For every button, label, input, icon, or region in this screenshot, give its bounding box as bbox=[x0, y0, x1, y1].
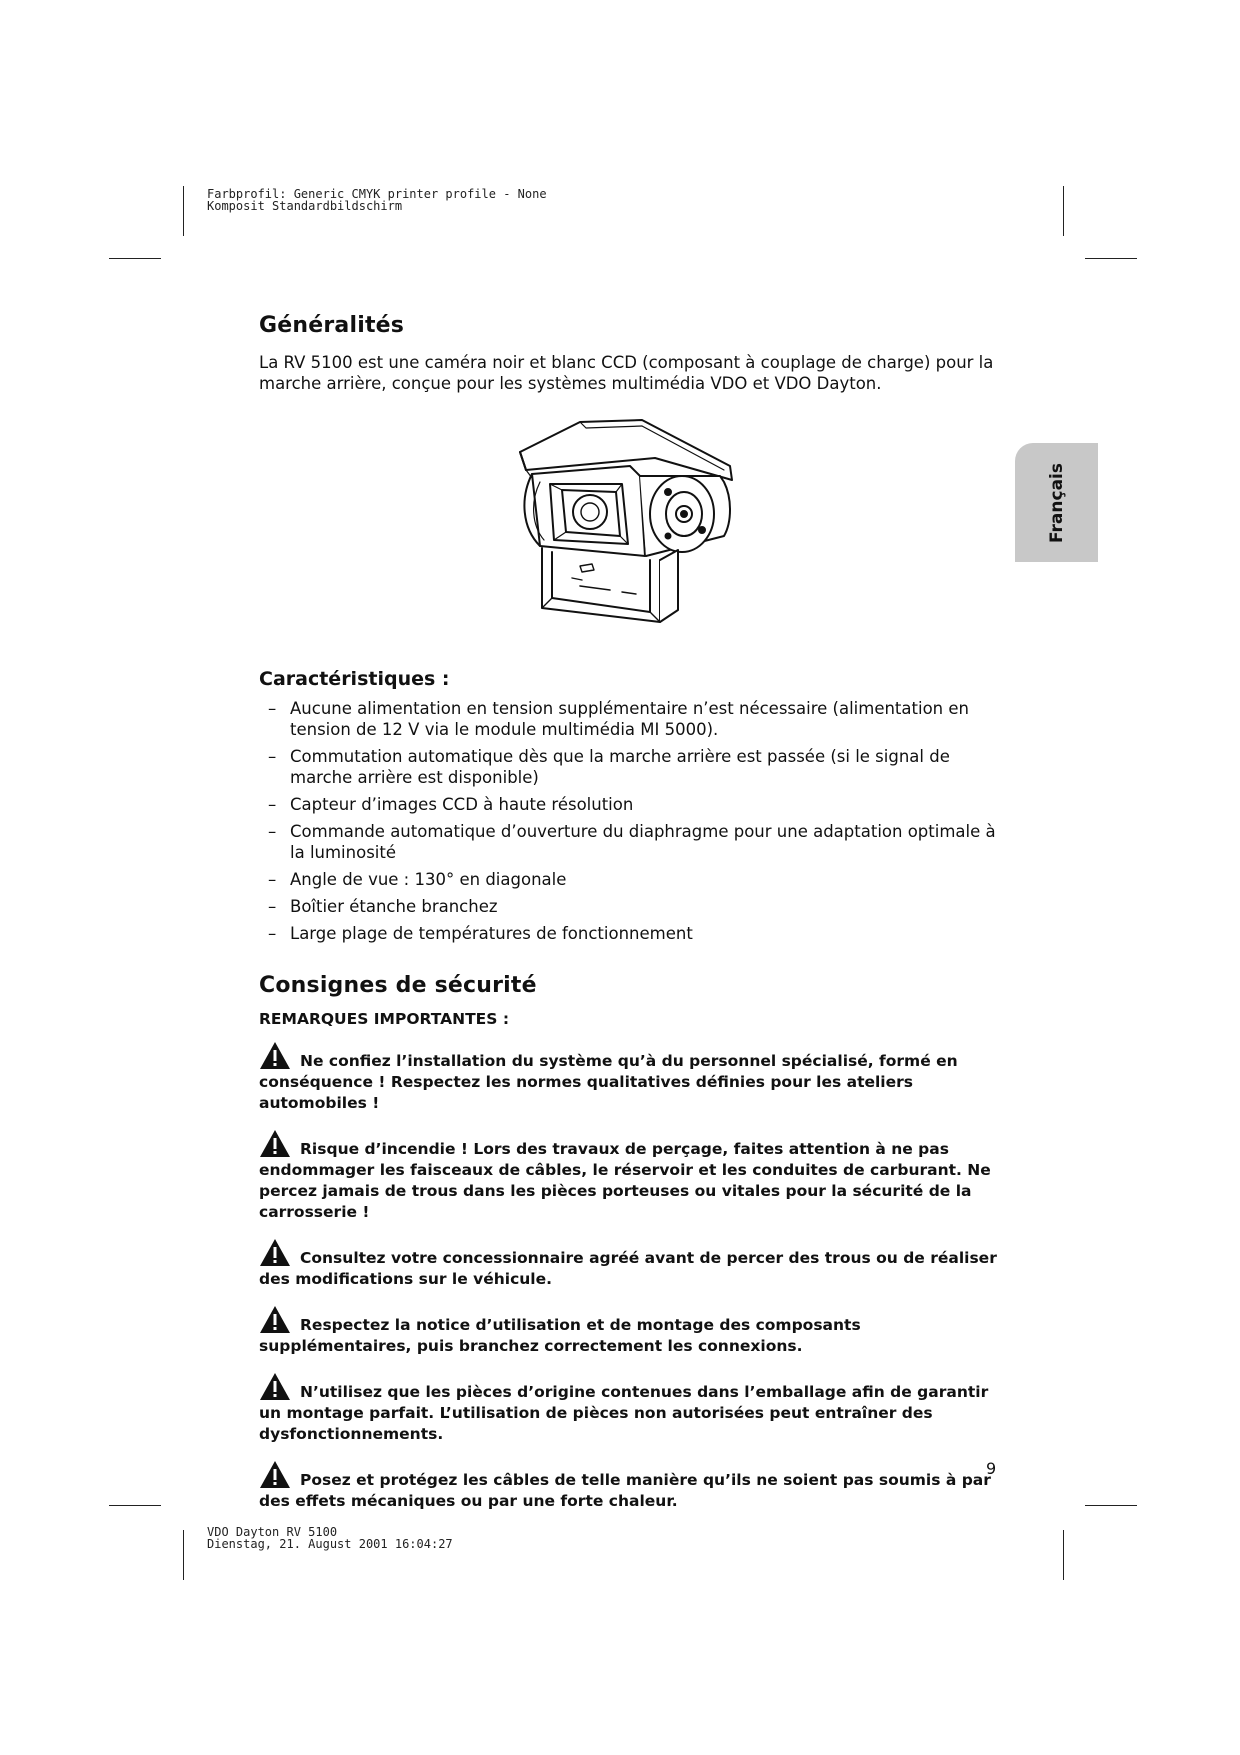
print-header bbox=[207, 188, 547, 212]
print-footer-line: Dienstag, 21. August 2001 16:04:27 bbox=[207, 1537, 453, 1551]
warning-item bbox=[259, 1304, 1004, 1357]
list-item-text: Aucune alimentation en tension supplémentaire n’est nécessaire (alimentation en tension de 12 V via le module multimédia MI 5000). bbox=[290, 699, 969, 739]
warning-text: Respectez la notice d’utilisation et de montage des composants supplémentaires, puis branchez correctement les connexions. bbox=[259, 1316, 861, 1355]
list-item bbox=[259, 869, 1004, 890]
warning-item bbox=[259, 1371, 1004, 1445]
safety-title: Consignes de sécurité bbox=[259, 973, 537, 998]
print-footer-line: VDO Dayton RV 5100 bbox=[207, 1525, 338, 1539]
warning-item bbox=[259, 1459, 1004, 1512]
list-dash: – bbox=[268, 870, 277, 889]
warning-text: Risque d’incendie ! Lors des travaux de perçage, faites attention à ne pas endommager les faisceaux de câbles, le réservoir et les conduites de carburant. Ne percez jamais de trous dans les pièces porteuses ou vitales pour la sécurité de la carrosserie ! bbox=[259, 1140, 991, 1221]
list-item-text: Boîtier étanche branchez bbox=[290, 897, 498, 916]
list-dash: – bbox=[268, 795, 277, 814]
features-list bbox=[259, 698, 1004, 944]
crop-mark bbox=[1085, 1505, 1137, 1506]
features-section bbox=[259, 668, 1004, 950]
list-item-text: Capteur d’images CCD à haute résolution bbox=[290, 795, 634, 814]
crop-mark bbox=[183, 186, 184, 236]
crop-mark bbox=[109, 1505, 161, 1506]
warning-triangle-icon bbox=[259, 1040, 291, 1070]
crop-mark bbox=[183, 1530, 184, 1580]
features-title: Caractéristiques : bbox=[259, 668, 450, 690]
camera-illustration-icon bbox=[510, 418, 750, 640]
warning-triangle-icon bbox=[259, 1237, 291, 1267]
page-number: 9 bbox=[986, 1459, 997, 1478]
list-item-text: Angle de vue : 130° en diagonale bbox=[290, 870, 567, 889]
print-footer bbox=[207, 1526, 453, 1550]
general-title: Généralités bbox=[259, 313, 405, 338]
warning-text: Posez et protégez les câbles de telle manière qu’ils ne soient pas soumis à par des effets mécaniques ou par une forte chaleur. bbox=[259, 1471, 991, 1510]
list-dash: – bbox=[268, 897, 277, 916]
list-item bbox=[259, 923, 1004, 944]
print-header-line: Komposit Standardbildschirm bbox=[207, 199, 403, 213]
list-dash: – bbox=[268, 747, 277, 766]
list-item bbox=[259, 896, 1004, 917]
warning-item bbox=[259, 1237, 1004, 1290]
warning-text: Consultez votre concessionnaire agréé avant de percer des trous ou de réaliser des modifications sur le véhicule. bbox=[259, 1249, 997, 1288]
language-tab-label: Français bbox=[1046, 462, 1067, 543]
warning-triangle-icon bbox=[259, 1304, 291, 1334]
list-item-text: Commande automatique d’ouverture du diaphragme pour une adaptation optimale à la luminosité bbox=[290, 822, 996, 862]
list-dash: – bbox=[268, 924, 277, 943]
crop-mark bbox=[1063, 186, 1064, 236]
list-item bbox=[259, 746, 1004, 788]
crop-mark bbox=[1063, 1530, 1064, 1580]
language-tab bbox=[1015, 443, 1098, 562]
camera-illustration bbox=[510, 418, 750, 640]
warning-triangle-icon bbox=[259, 1459, 291, 1489]
crop-mark bbox=[109, 258, 161, 259]
list-dash: – bbox=[268, 822, 277, 841]
warning-triangle-icon bbox=[259, 1371, 291, 1401]
list-item-text: Commutation automatique dès que la marche arrière est passée (si le signal de marche arrière est disponible) bbox=[290, 747, 950, 787]
notes-title: REMARQUES IMPORTANTES : bbox=[259, 1010, 510, 1028]
list-dash: – bbox=[268, 699, 277, 718]
list-item bbox=[259, 698, 1004, 740]
general-text: La RV 5100 est une caméra noir et blanc CCD (composant à couplage de charge) pour la marche arrière, conçue pour les systèmes multimédia VDO et VDO Dayton. bbox=[259, 353, 994, 393]
warning-text: Ne confiez l’installation du système qu’à du personnel spécialisé, formé en conséquence ! Respectez les normes qualitatives définies pour les ateliers automobiles ! bbox=[259, 1052, 958, 1112]
safety-section bbox=[259, 973, 1004, 1526]
list-item bbox=[259, 821, 1004, 863]
warning-item bbox=[259, 1128, 1004, 1223]
print-header-line: Farbprofil: Generic CMYK printer profile - None bbox=[207, 187, 547, 201]
list-item-text: Large plage de températures de fonctionnement bbox=[290, 924, 693, 943]
general-section bbox=[259, 313, 1004, 394]
crop-mark bbox=[1085, 258, 1137, 259]
warning-item bbox=[259, 1040, 1004, 1114]
list-item bbox=[259, 794, 1004, 815]
warning-text: N’utilisez que les pièces d’origine contenues dans l’emballage afin de garantir un montage parfait. L’utilisation de pièces non autorisées peut entraîner des dysfonctionnements. bbox=[259, 1383, 989, 1443]
warning-triangle-icon bbox=[259, 1128, 291, 1158]
